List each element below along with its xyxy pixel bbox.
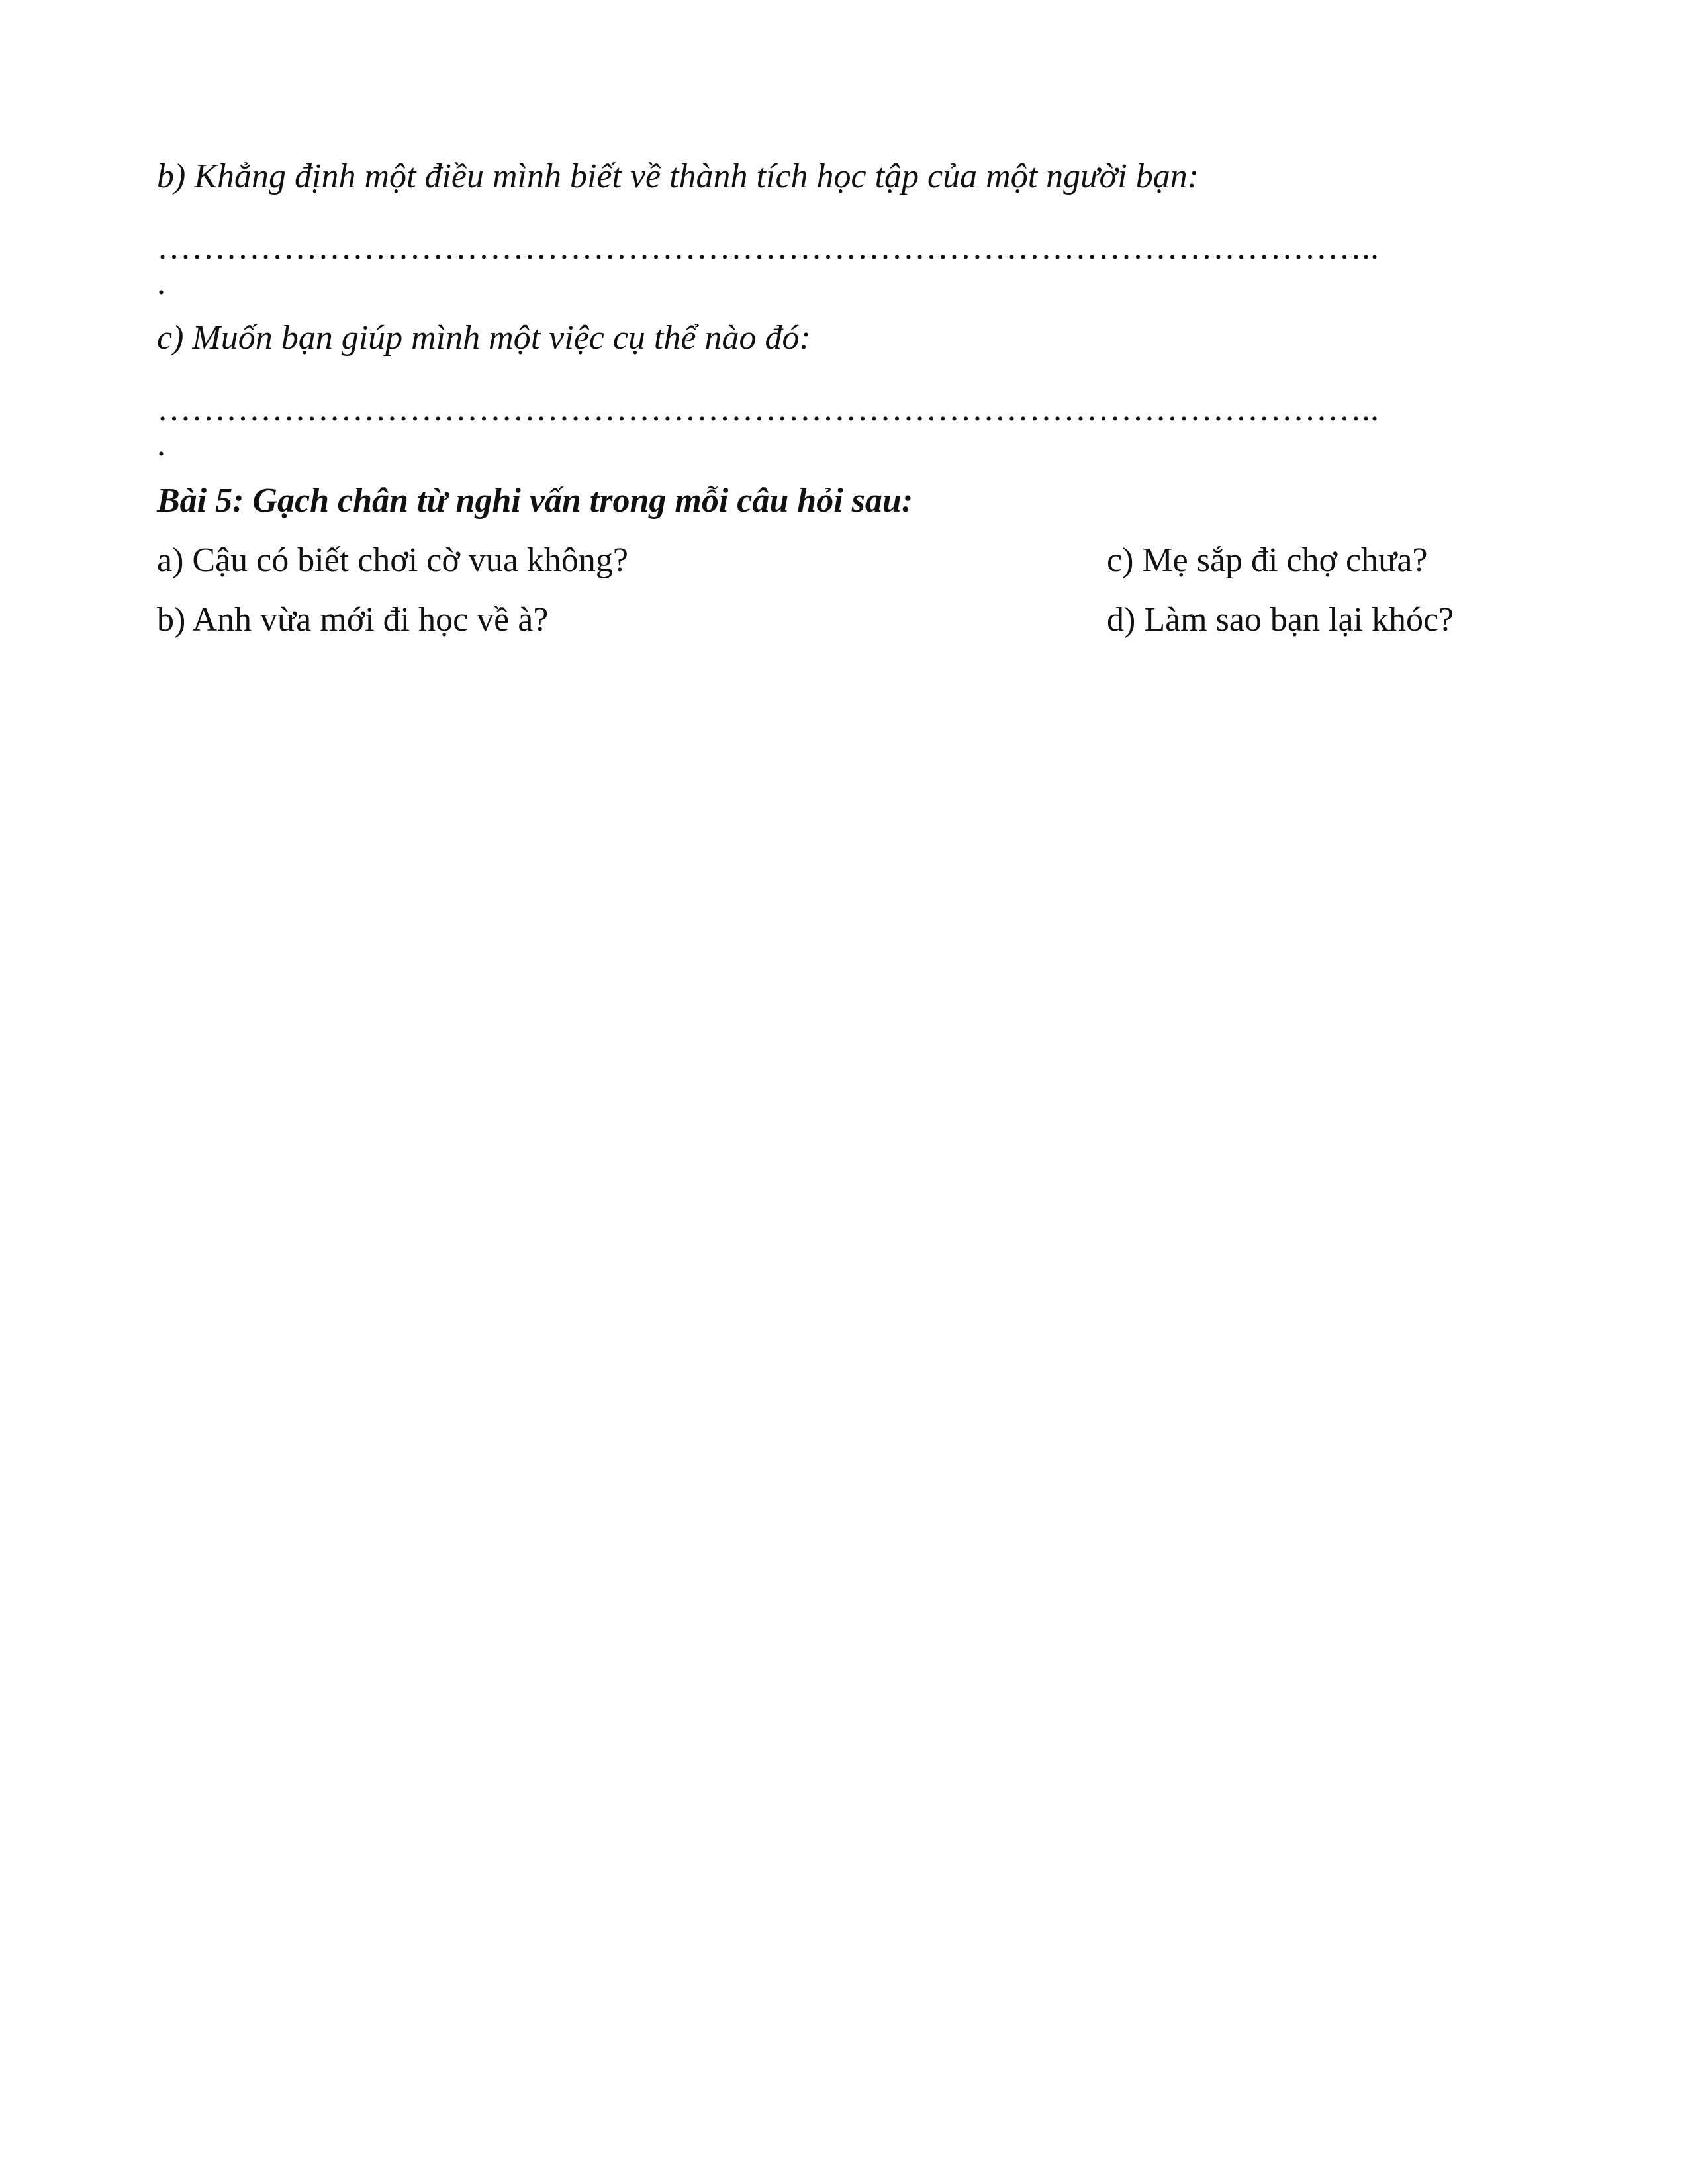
bai5-item-b: b) Anh vừa mới đi học về à?	[157, 601, 549, 639]
bai5-item-d: d) Làm sao bạn lại khóc?	[1107, 601, 1454, 639]
part-b-answer-line: ……………………………………………………………………………………………..	[157, 229, 1379, 267]
bai5-item-a: a) Cậu có biết chơi cờ vua không?	[157, 541, 628, 579]
part-c-answer-line-end: .	[157, 426, 165, 463]
part-b-prompt: b) Khẳng định một điều mình biết về thành tích học tập của một người bạn:	[157, 158, 1199, 195]
part-c-prompt: c) Muốn bạn giúp mình một việc cụ thể nào đó:	[157, 319, 811, 357]
part-c-answer-line: ……………………………………………………………………………………………..	[157, 390, 1379, 428]
bai5-item-c: c) Mẹ sắp đi chợ chưa?	[1107, 541, 1428, 579]
part-b-answer-line-end: .	[157, 264, 165, 302]
bai5-title: Bài 5: Gạch chân từ nghi vấn trong mỗi câu hỏi sau:	[157, 482, 914, 520]
